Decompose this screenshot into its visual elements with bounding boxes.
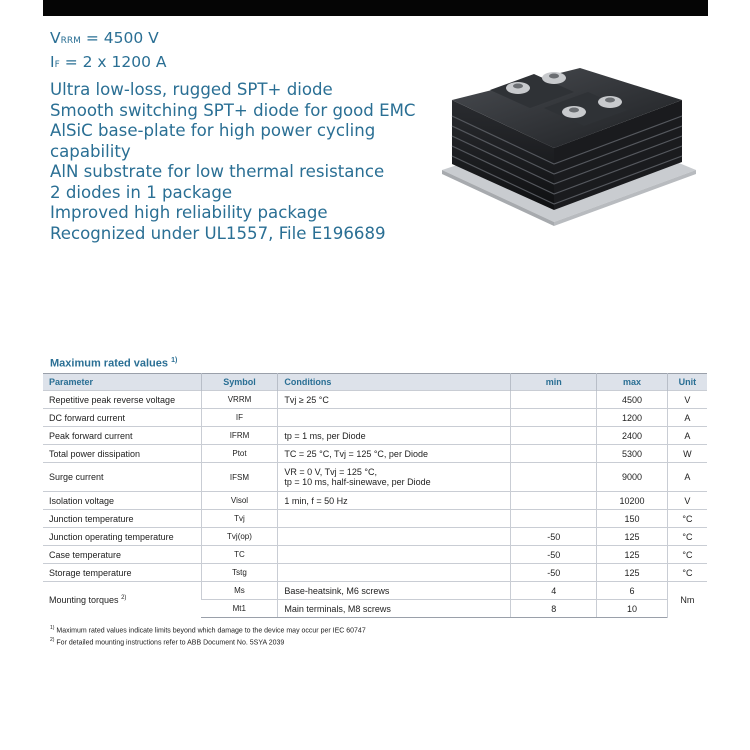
cell-min: -50 [511, 528, 597, 546]
cell-max: 125 [597, 546, 668, 564]
cell-symbol: IF [201, 409, 278, 427]
table-header-row [43, 374, 707, 391]
table-row [43, 582, 707, 600]
cell-max: 2400 [597, 427, 668, 445]
cell-min: -50 [511, 564, 597, 582]
table-title [50, 357, 177, 370]
table-row [43, 391, 707, 409]
cell-max: 4500 [597, 391, 668, 409]
cell-unit: °C [667, 528, 707, 546]
feature-list [50, 80, 450, 244]
rating-symbol: I [50, 53, 55, 71]
cell-cond: tp = 1 ms, per Diode [278, 427, 511, 445]
cell-symbol: IFRM [201, 427, 278, 445]
cell-cond [278, 409, 511, 427]
cell-param: Case temperature [43, 546, 201, 564]
cell-cond [278, 463, 511, 492]
cell-unit: V [667, 391, 707, 409]
cell-cond [278, 564, 511, 582]
cell-param: Repetitive peak reverse voltage [43, 391, 201, 409]
col-unit: Unit [667, 374, 707, 391]
col-conditions: Conditions [278, 374, 511, 391]
cell-min: 4 [511, 582, 597, 600]
feature-item: capability [50, 141, 131, 161]
feature-item: Ultra low-loss, rugged SPT+ diode [50, 80, 333, 99]
cell-unit: °C [667, 546, 707, 564]
cell-symbol: Mt1 [201, 600, 278, 618]
cell-symbol: IFSM [201, 463, 278, 492]
cell-param: Total power dissipation [43, 445, 201, 463]
cell-min [511, 510, 597, 528]
cell-param: Isolation voltage [43, 492, 201, 510]
cell-cond: Base-heatsink, M6 screws [278, 582, 511, 600]
feature-item: AlSiC base-plate for high power cycling [50, 121, 376, 140]
top-black-bar [43, 0, 708, 16]
footnote-mark: 1) [50, 625, 55, 631]
cell-unit: A [667, 409, 707, 427]
cell-unit: V [667, 492, 707, 510]
feature-item: Recognized under UL1557, File E196689 [50, 223, 386, 243]
table-title-note: 1) [171, 357, 178, 364]
cell-cond: TC = 25 °C, Tvj = 125 °C, per Diode [278, 445, 511, 463]
footnote-text: Maximum rated values indicate limits beyond which damage to the device may occur per IEC 60747 [54, 627, 366, 635]
cell-max: 125 [597, 564, 668, 582]
col-parameter: Parameter [43, 374, 201, 391]
cell-cond: Tvj ≥ 25 °C [278, 391, 511, 409]
cell-min [511, 445, 597, 463]
cell-max: 1200 [597, 409, 668, 427]
cell-max: 9000 [597, 463, 668, 492]
param-note: 2) [121, 594, 127, 601]
cond-line: tp = 10 ms, half-sinewave, per Diode [284, 477, 431, 487]
rating-if [50, 52, 166, 76]
cell-max: 10 [597, 600, 668, 618]
table-row [43, 510, 707, 528]
cell-param: Storage temperature [43, 564, 201, 582]
table-row [43, 492, 707, 510]
cell-unit: A [667, 427, 707, 445]
rating-vrrm [50, 28, 166, 52]
cell-cond [278, 546, 511, 564]
footnote-2 [50, 636, 366, 648]
cell-symbol: Visol [201, 492, 278, 510]
cell-symbol: VRRM [201, 391, 278, 409]
table-row [43, 427, 707, 445]
footnote-mark: 2) [50, 636, 55, 643]
cell-symbol: Tvj [201, 510, 278, 528]
table-row [43, 445, 707, 463]
cell-cond: Main terminals, M8 screws [278, 600, 511, 618]
cell-cond [278, 510, 511, 528]
cell-max: 5300 [597, 445, 668, 463]
cell-symbol: Tstg [201, 564, 278, 582]
table-row [43, 528, 707, 546]
footnote-text: For detailed mounting instructions refer to ABB Document No. 5SYA 2039 [54, 639, 285, 647]
table-row [43, 463, 707, 492]
cell-symbol: Ms [201, 582, 278, 600]
footnote-1 [50, 624, 366, 636]
cell-cond: 1 min, f = 50 Hz [278, 492, 511, 510]
cell-param: Surge current [43, 463, 201, 492]
cell-symbol: TC [201, 546, 278, 564]
table-title-text: Maximum rated values [50, 357, 168, 370]
cell-unit: A [667, 463, 707, 492]
table-row [43, 546, 707, 564]
rating-subscript: F [54, 60, 60, 70]
cell-unit: W [667, 445, 707, 463]
cond-line: VR = 0 V, Tvj = 125 °C, [284, 467, 378, 477]
cell-max: 150 [597, 510, 668, 528]
col-symbol: Symbol [201, 374, 278, 391]
max-rated-values-table [43, 373, 707, 618]
key-ratings [50, 28, 166, 76]
cell-unit: Nm [667, 582, 707, 618]
rating-symbol: V [50, 29, 61, 47]
cell-max: 125 [597, 528, 668, 546]
cell-min [511, 492, 597, 510]
rating-value: = 4500 V [80, 29, 159, 47]
cell-min [511, 427, 597, 445]
cell-param: Junction temperature [43, 510, 201, 528]
cell-max: 6 [597, 582, 668, 600]
cell-min [511, 391, 597, 409]
param-text: Mounting torques [49, 594, 119, 605]
feature-item: Improved high reliability package [50, 203, 328, 222]
cell-min: -50 [511, 546, 597, 564]
cell-max: 10200 [597, 492, 668, 510]
cell-min: 8 [511, 600, 597, 618]
cell-cond [278, 528, 511, 546]
cell-param: Peak forward current [43, 427, 201, 445]
cell-unit: °C [667, 510, 707, 528]
cell-param: Junction operating temperature [43, 528, 201, 546]
cell-param: DC forward current [43, 409, 201, 427]
feature-item: AlN substrate for low thermal resistance [50, 162, 385, 181]
cell-symbol: Tvj(op) [201, 528, 278, 546]
table-row [43, 564, 707, 582]
footnotes [50, 624, 366, 648]
col-min: min [511, 374, 597, 391]
cell-min [511, 463, 597, 492]
cell-param [43, 582, 201, 618]
feature-item: 2 diodes in 1 package [50, 182, 233, 202]
rating-subscript: RRM [60, 36, 81, 46]
cell-min [511, 409, 597, 427]
col-max: max [597, 374, 668, 391]
table-row [43, 409, 707, 427]
rating-value: = 2 x 1200 A [59, 53, 167, 71]
cell-unit: °C [667, 564, 707, 582]
cell-symbol: Ptot [201, 445, 278, 463]
feature-item: Smooth switching SPT+ diode for good EMC [50, 100, 416, 120]
diode-module-photo [434, 62, 698, 227]
